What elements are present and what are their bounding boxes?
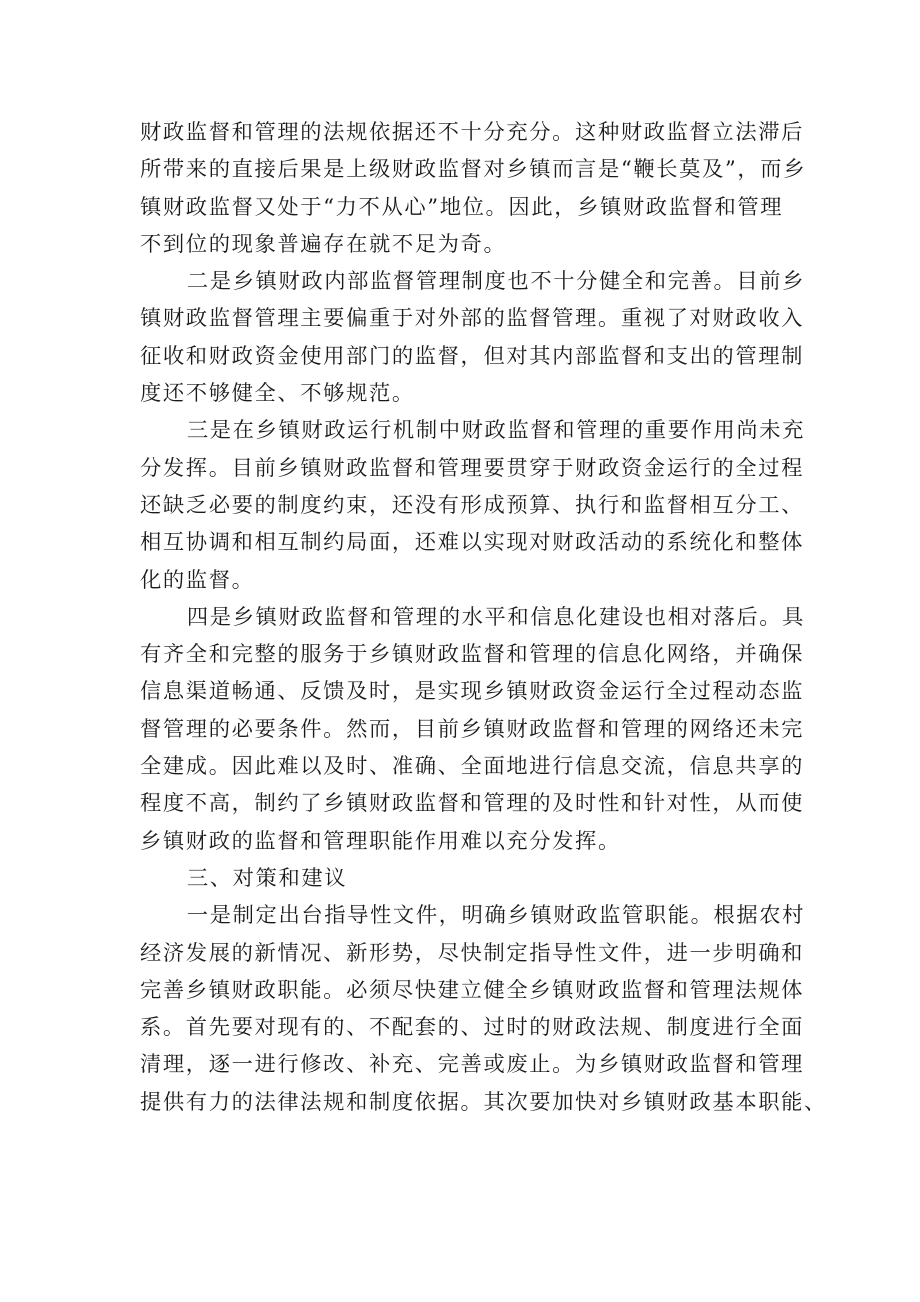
- text-line: 提供有力的法律法规和制度依据。其次要加快对乡镇财政基本职能、: [140, 1089, 827, 1115]
- paragraph-informatization: [140, 599, 806, 860]
- text-line: 一是制定出台指导性文件，明确乡镇财政监管职能。根据农村: [186, 903, 806, 929]
- text-line: 全建成。因此难以及时、准确、全面地进行信息交流，信息共享的: [140, 754, 805, 780]
- text-line: 征收和财政资金使用部门的监督，但对其内部监督和支出的管理制: [140, 343, 805, 369]
- paragraph-internal-supervision: [140, 263, 806, 412]
- text-line: 分发挥。目前乡镇财政监督和管理要贯穿于财政资金运行的全过程: [140, 455, 805, 481]
- text-line: 财政监督和管理的法规依据还不十分充分。这种财政监督立法滞后: [140, 120, 805, 145]
- text-line: 所带来的直接后果是上级财政监督对乡镇而言是“鞭长莫及”，而乡: [140, 157, 807, 183]
- text-line: 系。首先要对现有的、不配套的、过时的财政法规、制度进行全面: [140, 1015, 805, 1041]
- text-line: 二是乡镇财政内部监督管理制度也不十分健全和完善。目前乡: [186, 269, 806, 295]
- text-line: 镇财政监督管理主要偏重于对外部的监督管理。重视了对财政收入: [140, 306, 805, 332]
- text-line: 程度不高，制约了乡镇财政监督和管理的及时性和针对性，从而使: [140, 791, 805, 817]
- text-line: 四是乡镇财政监督和管理的水平和信息化建设也相对落后。具: [186, 604, 806, 630]
- text-line: 乡镇财政的监督和管理职能作用难以充分发挥。: [140, 828, 621, 854]
- text-line: 督管理的必要条件。然而，目前乡镇财政监督和管理的网络还未完: [140, 716, 805, 742]
- paragraph-legal-basis: [140, 114, 807, 263]
- text-line: 镇财政监督又处于“力不从心”地位。因此，乡镇财政监督和管理: [140, 194, 784, 220]
- paragraph-operating-mechanism: [140, 412, 806, 598]
- document-body: [140, 114, 827, 1121]
- text-line: 不到位的现象普遍存在就不足为奇。: [140, 231, 507, 257]
- text-line: 有齐全和完整的服务于乡镇财政监督和管理的信息化网络，并确保: [140, 642, 805, 668]
- text-line: 三、对策和建议: [186, 865, 348, 891]
- text-line: 三是在乡镇财政运行机制中财政监督和管理的重要作用尚未充: [186, 418, 806, 444]
- text-line: 化的监督。: [140, 567, 255, 593]
- text-line: 还缺乏必要的制度约束，还没有形成预算、执行和监督相互分工、: [140, 492, 805, 518]
- text-line: 清理，逐一进行修改、补充、完善或废止。为乡镇财政监督和管理: [140, 1052, 805, 1078]
- paragraph-guidance-documents: [140, 897, 827, 1121]
- text-line: 信息渠道畅通、反馈及时，是实现乡镇财政资金运行全过程动态监: [140, 679, 805, 705]
- text-line: 度还不够健全、不够规范。: [140, 381, 415, 407]
- text-line: 相互协调和相互制约局面，还难以实现对财政活动的系统化和整体: [140, 530, 805, 556]
- text-line: 经济发展的新情况、新形势，尽快制定指导性文件，进一步明确和: [140, 940, 805, 966]
- text-line: 完善乡镇财政职能。必须尽快建立健全乡镇财政监督和管理法规体: [140, 977, 805, 1003]
- section-heading-countermeasures: [140, 860, 780, 897]
